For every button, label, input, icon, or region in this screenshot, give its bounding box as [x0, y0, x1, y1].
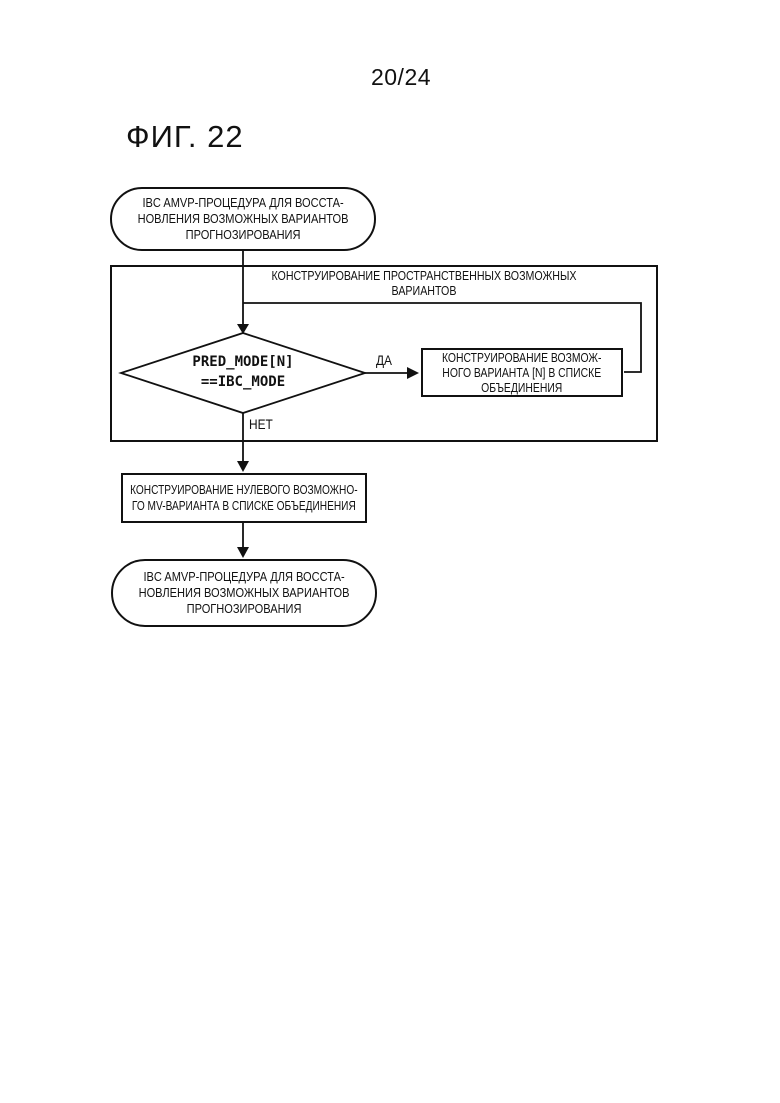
merge-candidate-line3: ОБЪЕДИНЕНИЯ [481, 380, 563, 395]
end-terminal-line2: НОВЛЕНИЯ ВОЗМОЖНЫХ ВАРИАНТОВ [138, 585, 350, 600]
figure-title: ФИГ. 22 [126, 119, 244, 154]
zero-mv-line2: ГО MV-ВАРИАНТА В СПИСКЕ ОБЪЕДИНЕНИЯ [132, 498, 356, 513]
merge-candidate-box [421, 348, 623, 397]
decision-condition-line2: ==IBC_MODE [200, 374, 286, 390]
merge-candidate-line1: КОНСТРУИРОВАНИЕ ВОЗМОЖ- [442, 350, 602, 365]
no-branch-label: НЕТ [249, 416, 273, 432]
decision-pred-mode-check [143, 352, 343, 392]
page-number: 20/24 [370, 64, 432, 90]
end-terminal-text [139, 569, 350, 617]
loop-container-label-line1: КОНСТРУИРОВАНИЕ ПРОСТРАНСТВЕННЫХ ВОЗМОЖНЫХ [271, 268, 577, 283]
start-terminal-line2: НОВЛЕНИЯ ВОЗМОЖНЫХ ВАРИАНТОВ [137, 211, 349, 226]
loop-container-label [232, 268, 616, 298]
yes-branch-label: ДА [375, 352, 392, 368]
merge-candidate-line2: НОГО ВАРИАНТА [N] В СПИСКЕ [442, 365, 602, 380]
end-terminal [111, 559, 377, 627]
start-terminal-line3: ПРОГНОЗИРОВАНИЯ [185, 227, 301, 242]
loop-container-label-line2: ВАРИАНТОВ [391, 283, 457, 298]
decision-condition-line1: PRED_MODE[N] [192, 354, 294, 370]
arrowhead-into-zero-mv-box [237, 461, 249, 472]
end-terminal-line1: IBC AMVP-ПРОЦЕДУРА ДЛЯ ВОССТА- [143, 569, 345, 584]
zero-mv-candidate-box [121, 473, 367, 523]
start-terminal-text [138, 195, 349, 243]
start-terminal [110, 187, 376, 251]
merge-candidate-box-text [442, 350, 602, 395]
zero-mv-box-text [130, 482, 358, 514]
end-terminal-line3: ПРОГНОЗИРОВАНИЯ [186, 601, 302, 616]
start-terminal-line1: IBC AMVP-ПРОЦЕДУРА ДЛЯ ВОССТА- [142, 195, 344, 210]
zero-mv-line1: КОНСТРУИРОВАНИЕ НУЛЕВОГО ВОЗМОЖНО- [130, 482, 358, 497]
arrowhead-into-end-terminal [237, 547, 249, 558]
